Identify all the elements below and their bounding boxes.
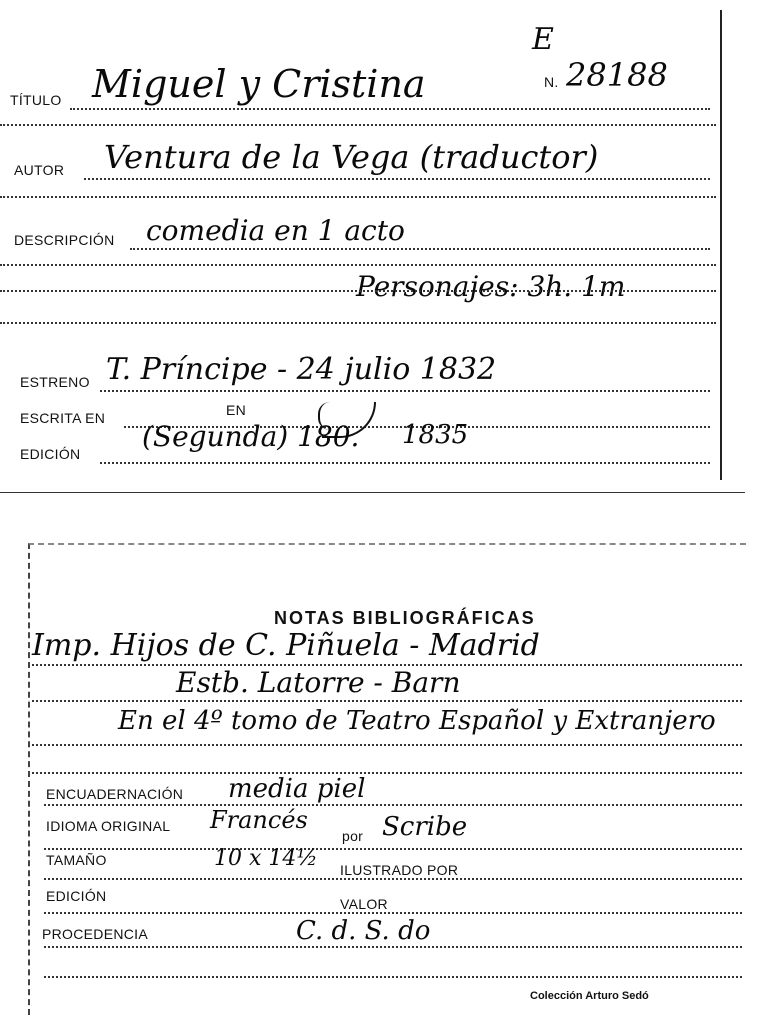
rule-line (32, 700, 742, 702)
ilustrado-label: ILUSTRADO POR (340, 862, 459, 878)
numero-value: 28188 (566, 56, 668, 94)
procedencia-value: C. d. S. do (296, 916, 431, 946)
rule-line (70, 108, 710, 110)
descripcion-value-2: Personajes: 3h. 1m (356, 270, 626, 303)
escrita-en-label: ESCRITA EN (20, 410, 106, 426)
rule-line (44, 848, 742, 850)
card-divider (0, 492, 745, 493)
rule-line (0, 290, 716, 292)
rule-line (0, 124, 716, 126)
rule-line (100, 390, 710, 392)
estreno-value: T. Príncipe - 24 julio 1832 (106, 352, 497, 387)
rule-line (0, 264, 716, 266)
note-line-1: Imp. Hijos de C. Piñuela - Madrid (32, 628, 540, 663)
procedencia-label: PROCEDENCIA (42, 926, 148, 942)
idioma-value: Francés (210, 806, 308, 834)
rule-line (44, 878, 742, 880)
autor-value: Ventura de la Vega (traductor) (104, 138, 599, 176)
estreno-label: ESTRENO (20, 374, 90, 390)
idioma-por-value: Scribe (382, 812, 468, 842)
tamano-label: TAMAÑO (46, 852, 107, 868)
rule-line (32, 744, 742, 746)
titulo-label: TÍTULO (10, 92, 62, 108)
tamano-value: 10 x 14½ (214, 846, 318, 871)
rule-line (32, 772, 742, 774)
titulo-value: Miguel y Cristina (92, 62, 426, 106)
idioma-label: IDIOMA ORIGINAL (46, 818, 171, 834)
escrita-en-en-label: EN (226, 402, 247, 418)
rule-line (44, 912, 742, 914)
rule-line (100, 462, 710, 464)
descripcion-label: DESCRIPCIÓN (14, 232, 115, 248)
encuadernacion-value: media piel (228, 774, 366, 804)
note-line-2: Estb. Latorre - Barn (176, 666, 461, 699)
rule-line (44, 976, 742, 978)
collection-footer: Colección Arturo Sedó (530, 990, 649, 1002)
edicion-year: 1835 (402, 420, 469, 450)
numero-label: N. (544, 74, 559, 90)
rule-line (0, 322, 716, 324)
rule-line (44, 946, 742, 948)
descripcion-value: comedia en 1 acto (146, 214, 405, 247)
rule-line (0, 196, 716, 198)
rule-line (130, 248, 710, 250)
edicion-value: (Segunda) 180. (142, 420, 360, 453)
valor-label: VALOR (340, 896, 388, 912)
idioma-por-label: por (342, 828, 364, 844)
encuadernacion-label: ENCUADERNACIÓN (46, 786, 184, 802)
corner-mark: E (532, 22, 554, 57)
notas-heading: NOTAS BIBLIOGRÁFICAS (274, 608, 536, 628)
note-line-3: En el 4º tomo de Teatro Español y Extranjero (118, 706, 716, 736)
autor-label: AUTOR (14, 162, 65, 178)
edicion-bottom-label: EDICIÓN (46, 888, 107, 904)
rule-line (44, 804, 742, 806)
edicion-label: EDICIÓN (20, 446, 81, 462)
rule-line (84, 178, 710, 180)
